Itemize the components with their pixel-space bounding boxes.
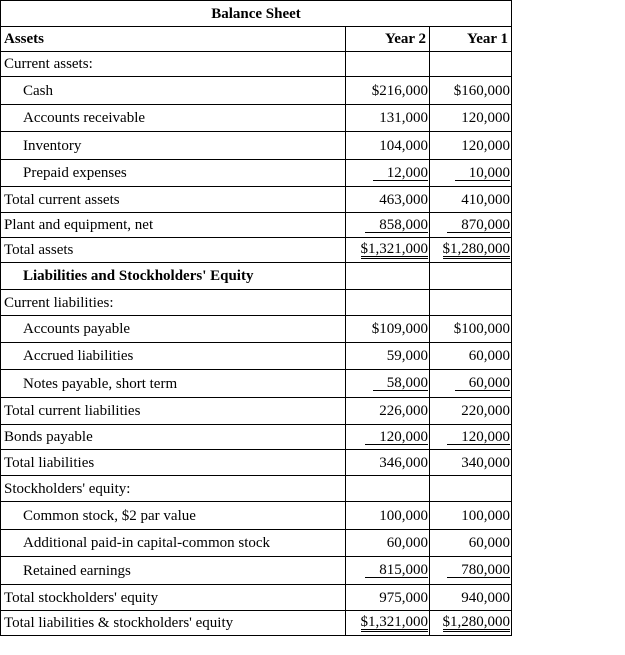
year1-amount: 60,000 xyxy=(468,348,510,364)
year1-value xyxy=(430,611,512,636)
year2-value xyxy=(346,398,430,425)
year2-value xyxy=(346,502,430,530)
year1-amount: $100,000 xyxy=(453,321,510,337)
year1-value xyxy=(430,316,512,343)
year1-amount: 120,000 xyxy=(447,430,510,445)
year2-amount: 346,000 xyxy=(379,454,428,471)
row-label: Current liabilities: xyxy=(1,290,346,316)
table-row xyxy=(1,370,512,398)
year2-amount: 463,000 xyxy=(379,191,428,208)
table-row xyxy=(1,476,512,502)
year1-value xyxy=(430,450,512,476)
year2-value xyxy=(346,425,430,450)
year1-amount: $1,280,000 xyxy=(442,240,510,257)
year2-value xyxy=(346,160,430,187)
year1-value xyxy=(430,502,512,530)
row-label: Bonds payable xyxy=(1,425,346,450)
row-label: Accrued liabilities xyxy=(1,343,346,370)
row-label: Stockholders' equity: xyxy=(1,476,346,502)
year1-amount: 120,000 xyxy=(461,110,510,126)
table-row xyxy=(1,105,512,132)
table-row xyxy=(1,398,512,425)
year2-value xyxy=(346,530,430,557)
table-row xyxy=(1,557,512,585)
row-label: Inventory xyxy=(1,132,346,160)
table-row xyxy=(1,160,512,187)
row-label: Current assets: xyxy=(1,52,346,77)
year1-amount: 940,000 xyxy=(461,589,510,606)
year2-value xyxy=(346,557,430,585)
table-row xyxy=(1,502,512,530)
row-label: Plant and equipment, net xyxy=(1,213,346,238)
year1-amount: 100,000 xyxy=(461,507,510,524)
year2-value xyxy=(346,105,430,132)
year2-amount: 12,000 xyxy=(373,166,428,181)
row-label: Total liabilities & stockholders' equity xyxy=(1,611,346,636)
year1-amount: 780,000 xyxy=(447,563,510,578)
year2-value xyxy=(346,52,430,77)
year2-value xyxy=(346,450,430,476)
row-label: Prepaid expenses xyxy=(1,160,346,187)
table-row xyxy=(1,290,512,316)
sheet-title: Balance Sheet xyxy=(1,1,512,27)
year2-amount: 59,000 xyxy=(386,348,428,364)
year2-amount: 120,000 xyxy=(365,430,428,445)
year2-value xyxy=(346,585,430,611)
header-row xyxy=(1,27,512,52)
year2-value xyxy=(346,187,430,213)
year2-value xyxy=(346,370,430,398)
year2-amount: 60,000 xyxy=(386,535,428,551)
year1-header: Year 1 xyxy=(430,27,512,52)
row-label: Accounts payable xyxy=(1,316,346,343)
year1-value xyxy=(430,398,512,425)
year2-value xyxy=(346,290,430,316)
row-label: Total assets xyxy=(1,238,346,263)
year1-amount: 120,000 xyxy=(461,137,510,154)
row-label: Notes payable, short term xyxy=(1,370,346,398)
year1-amount: 220,000 xyxy=(461,403,510,419)
year1-value xyxy=(430,585,512,611)
table-row xyxy=(1,263,512,290)
row-label: Additional paid-in capital-common stock xyxy=(1,530,346,557)
year1-value xyxy=(430,187,512,213)
year2-amount: 226,000 xyxy=(379,403,428,419)
year1-value xyxy=(430,105,512,132)
year1-value xyxy=(430,52,512,77)
assets-header: Assets xyxy=(1,27,346,52)
table-row xyxy=(1,316,512,343)
row-label: Accounts receivable xyxy=(1,105,346,132)
year2-amount: $1,321,000 xyxy=(360,240,428,257)
table-row xyxy=(1,187,512,213)
year2-amount: $109,000 xyxy=(371,321,428,337)
title-row xyxy=(1,1,512,27)
year2-value xyxy=(346,263,430,290)
year2-value xyxy=(346,213,430,238)
year1-value xyxy=(430,290,512,316)
year2-amount: $216,000 xyxy=(371,82,428,99)
year2-amount: 131,000 xyxy=(379,110,428,126)
table-row xyxy=(1,425,512,450)
year2-value xyxy=(346,238,430,263)
row-label: Total stockholders' equity xyxy=(1,585,346,611)
year2-amount: 975,000 xyxy=(379,589,428,606)
year1-value xyxy=(430,77,512,105)
year2-amount: $1,321,000 xyxy=(360,613,428,630)
year1-value xyxy=(430,343,512,370)
year1-amount: 60,000 xyxy=(468,535,510,551)
year1-amount: 410,000 xyxy=(461,191,510,208)
year1-value xyxy=(430,476,512,502)
year2-amount: 100,000 xyxy=(379,507,428,524)
row-label: Liabilities and Stockholders' Equity xyxy=(1,263,346,290)
year1-value xyxy=(430,160,512,187)
table-row xyxy=(1,238,512,263)
table-row xyxy=(1,450,512,476)
year2-value xyxy=(346,77,430,105)
table-row xyxy=(1,132,512,160)
year1-value xyxy=(430,530,512,557)
year1-amount: 10,000 xyxy=(455,166,510,181)
table-row xyxy=(1,77,512,105)
year2-amount: 58,000 xyxy=(373,376,428,391)
year1-amount: 60,000 xyxy=(455,376,510,391)
year1-value xyxy=(430,557,512,585)
year1-amount: $160,000 xyxy=(453,82,510,99)
year2-value xyxy=(346,343,430,370)
year1-value xyxy=(430,263,512,290)
row-label: Cash xyxy=(1,77,346,105)
row-label: Total liabilities xyxy=(1,450,346,476)
year1-value xyxy=(430,213,512,238)
year1-amount: $1,280,000 xyxy=(442,613,510,630)
year1-value xyxy=(430,425,512,450)
year2-value xyxy=(346,476,430,502)
year1-value xyxy=(430,132,512,160)
year1-value xyxy=(430,238,512,263)
row-label: Retained earnings xyxy=(1,557,346,585)
table-row xyxy=(1,585,512,611)
table-row xyxy=(1,530,512,557)
table-row xyxy=(1,52,512,77)
row-label: Common stock, $2 par value xyxy=(1,502,346,530)
table-row xyxy=(1,213,512,238)
row-label: Total current liabilities xyxy=(1,398,346,425)
year2-value xyxy=(346,611,430,636)
year2-amount: 104,000 xyxy=(379,137,428,154)
year2-value xyxy=(346,316,430,343)
year2-amount: 815,000 xyxy=(365,563,428,578)
year1-value xyxy=(430,370,512,398)
table-row xyxy=(1,343,512,370)
table-row xyxy=(1,611,512,636)
year2-amount: 858,000 xyxy=(365,218,428,233)
year2-value xyxy=(346,132,430,160)
row-label: Total current assets xyxy=(1,187,346,213)
year1-amount: 340,000 xyxy=(461,454,510,471)
year1-amount: 870,000 xyxy=(447,218,510,233)
year2-header: Year 2 xyxy=(346,27,430,52)
